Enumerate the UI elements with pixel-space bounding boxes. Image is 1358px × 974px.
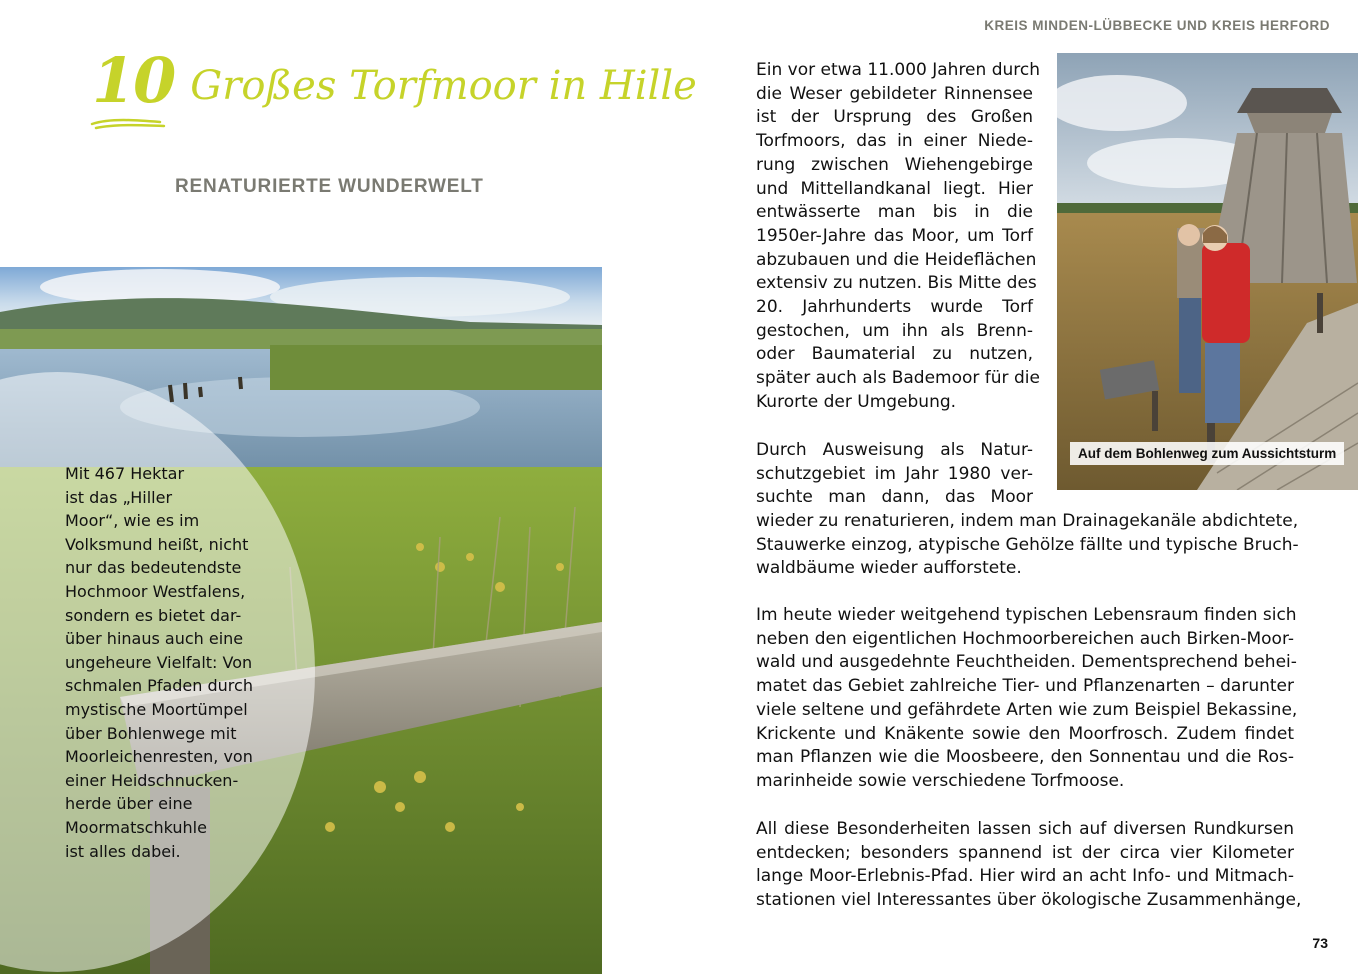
chapter-title: [92, 44, 697, 117]
text-line: ist der Ursprung des Großen: [756, 107, 1033, 128]
sidebar-line: Mit 467 Hektar: [65, 464, 185, 483]
sidebar-line: über Bohlenwege mit: [65, 723, 237, 743]
text-line: wald und ausgedehnte Feuchtheiden. Dementsprechend behei-: [756, 652, 1297, 673]
text-line: suchte man dann, das Moor: [756, 487, 1033, 508]
text-line: lange Moor-Erlebnis-Pfad. Hier wird an acht Info- und Mitmach-: [756, 866, 1294, 887]
chapter-number: 10: [92, 44, 175, 117]
sidebar-text: [65, 462, 285, 863]
sidebar-line: über hinaus auch eine: [65, 629, 244, 649]
sidebar-line: einer Heidschnucken-: [65, 770, 239, 790]
text-line: Stauwerke einzog, atypische Gehölze fällte und typische Bruch-: [756, 534, 1299, 555]
text-line: rung zwischen Wiehengebirge: [756, 154, 1033, 175]
text-line: extensiv zu nutzen. Bis Mitte des: [756, 273, 1037, 294]
sidebar-line: ist das „Hiller: [65, 487, 173, 507]
text-line: 20. Jahrhunderts wurde Torf: [756, 297, 1033, 318]
chapter-name: Großes Torfmoor in Hille: [190, 63, 697, 109]
text-line: Ein vor etwa 11.000 Jahren durch: [756, 60, 1040, 80]
text-line: die Weser gebildeter Rinnensee: [756, 83, 1033, 104]
text-line: wieder zu renaturieren, indem man Drainagekanäle abdichtete,: [756, 511, 1299, 531]
paragraph-2-narrow: [756, 439, 1033, 510]
text-line: Torfmoors, das in einer Niede-: [756, 131, 1033, 152]
page-number: 73: [1312, 935, 1328, 951]
sidebar-line: ist alles dabei.: [65, 841, 181, 861]
sidebar-line: ungeheure Vielfalt: Von: [65, 652, 253, 672]
text-line: schutzgebiet im Jahr 1980 ver-: [756, 463, 1033, 484]
observation-tower-photo: [1057, 53, 1358, 490]
photo-caption: Auf dem Bohlenweg zum Aussichtsturm: [1070, 442, 1344, 465]
text-line: matet das Gebiet zahlreiche Tier- und Pflanzenarten – darunter: [756, 676, 1294, 697]
text-line: marinheide sowie verschiedene Torfmoose.: [756, 770, 1125, 791]
text-line: abzubauen und die Heideflächen: [756, 249, 1037, 270]
sidebar-line: mystische Moortümpel: [65, 699, 248, 719]
chapter-subtitle: RENATURIERTE WUNDERWELT: [175, 176, 484, 197]
sidebar-line: Moor“, wie es im: [65, 511, 200, 531]
title-underline-flourish: [90, 112, 170, 134]
text-line: gestochen, um ihn als Brenn-: [756, 320, 1033, 341]
sidebar-line: Moormatschkuhle: [65, 817, 207, 837]
text-line: Durch Ausweisung als Natur-: [756, 440, 1033, 460]
sidebar-line: herde über eine: [65, 794, 193, 814]
text-line: All diese Besonderheiten lassen sich auf diversen Rundkursen: [756, 819, 1294, 839]
text-line: waldbäume wieder aufforstete.: [756, 558, 1022, 579]
paragraph-2-wide: [756, 510, 1299, 581]
text-line: Im heute wieder weitgehend typischen Lebensraum finden sich: [756, 605, 1297, 625]
sidebar-line: sondern es bietet dar-: [65, 605, 242, 625]
paragraph-3: [756, 604, 1298, 794]
paragraph-4: [756, 818, 1302, 913]
running-head: KREIS MINDEN-LÜBBECKE UND KREIS HERFORD: [984, 18, 1330, 33]
paragraph-1: [756, 59, 1040, 415]
text-line: neben den eigentlichen Hochmoorbereichen auch Birken-Moor-: [756, 628, 1294, 649]
sidebar-line: Moorleichenresten, von: [65, 747, 253, 767]
text-line: entwässerte man bis in die: [756, 202, 1033, 223]
text-line: stationen viel Interessantes über ökologische Zusammenhänge,: [756, 890, 1302, 911]
text-line: man Pflanzen wie die Moosbeere, den Sonnentau und die Ros-: [756, 747, 1294, 768]
text-line: Kurorte der Umgebung.: [756, 391, 957, 412]
sidebar-line: Volksmund heißt, nicht: [65, 534, 249, 554]
text-line: viele seltene und gefährdete Arten wie zum Beispiel Bekassine,: [756, 699, 1298, 720]
sidebar-line: schmalen Pfaden durch: [65, 676, 253, 696]
sidebar-line: nur das bedeutendste: [65, 558, 242, 578]
text-line: und Mittellandkanal liegt. Hier: [756, 178, 1033, 199]
text-line: entdecken; besonders spannend ist der circa vier Kilometer: [756, 842, 1294, 863]
text-line: oder Baumaterial zu nutzen,: [756, 344, 1033, 365]
text-line: später auch als Bademoor für die: [756, 368, 1040, 389]
sidebar-line: Hochmoor Westfalens,: [65, 581, 246, 601]
text-line: Krickente und Knäkente sowie den Moorfrosch. Zudem findet: [756, 723, 1294, 744]
text-line: 1950er-Jahre das Moor, um Torf: [756, 225, 1033, 246]
